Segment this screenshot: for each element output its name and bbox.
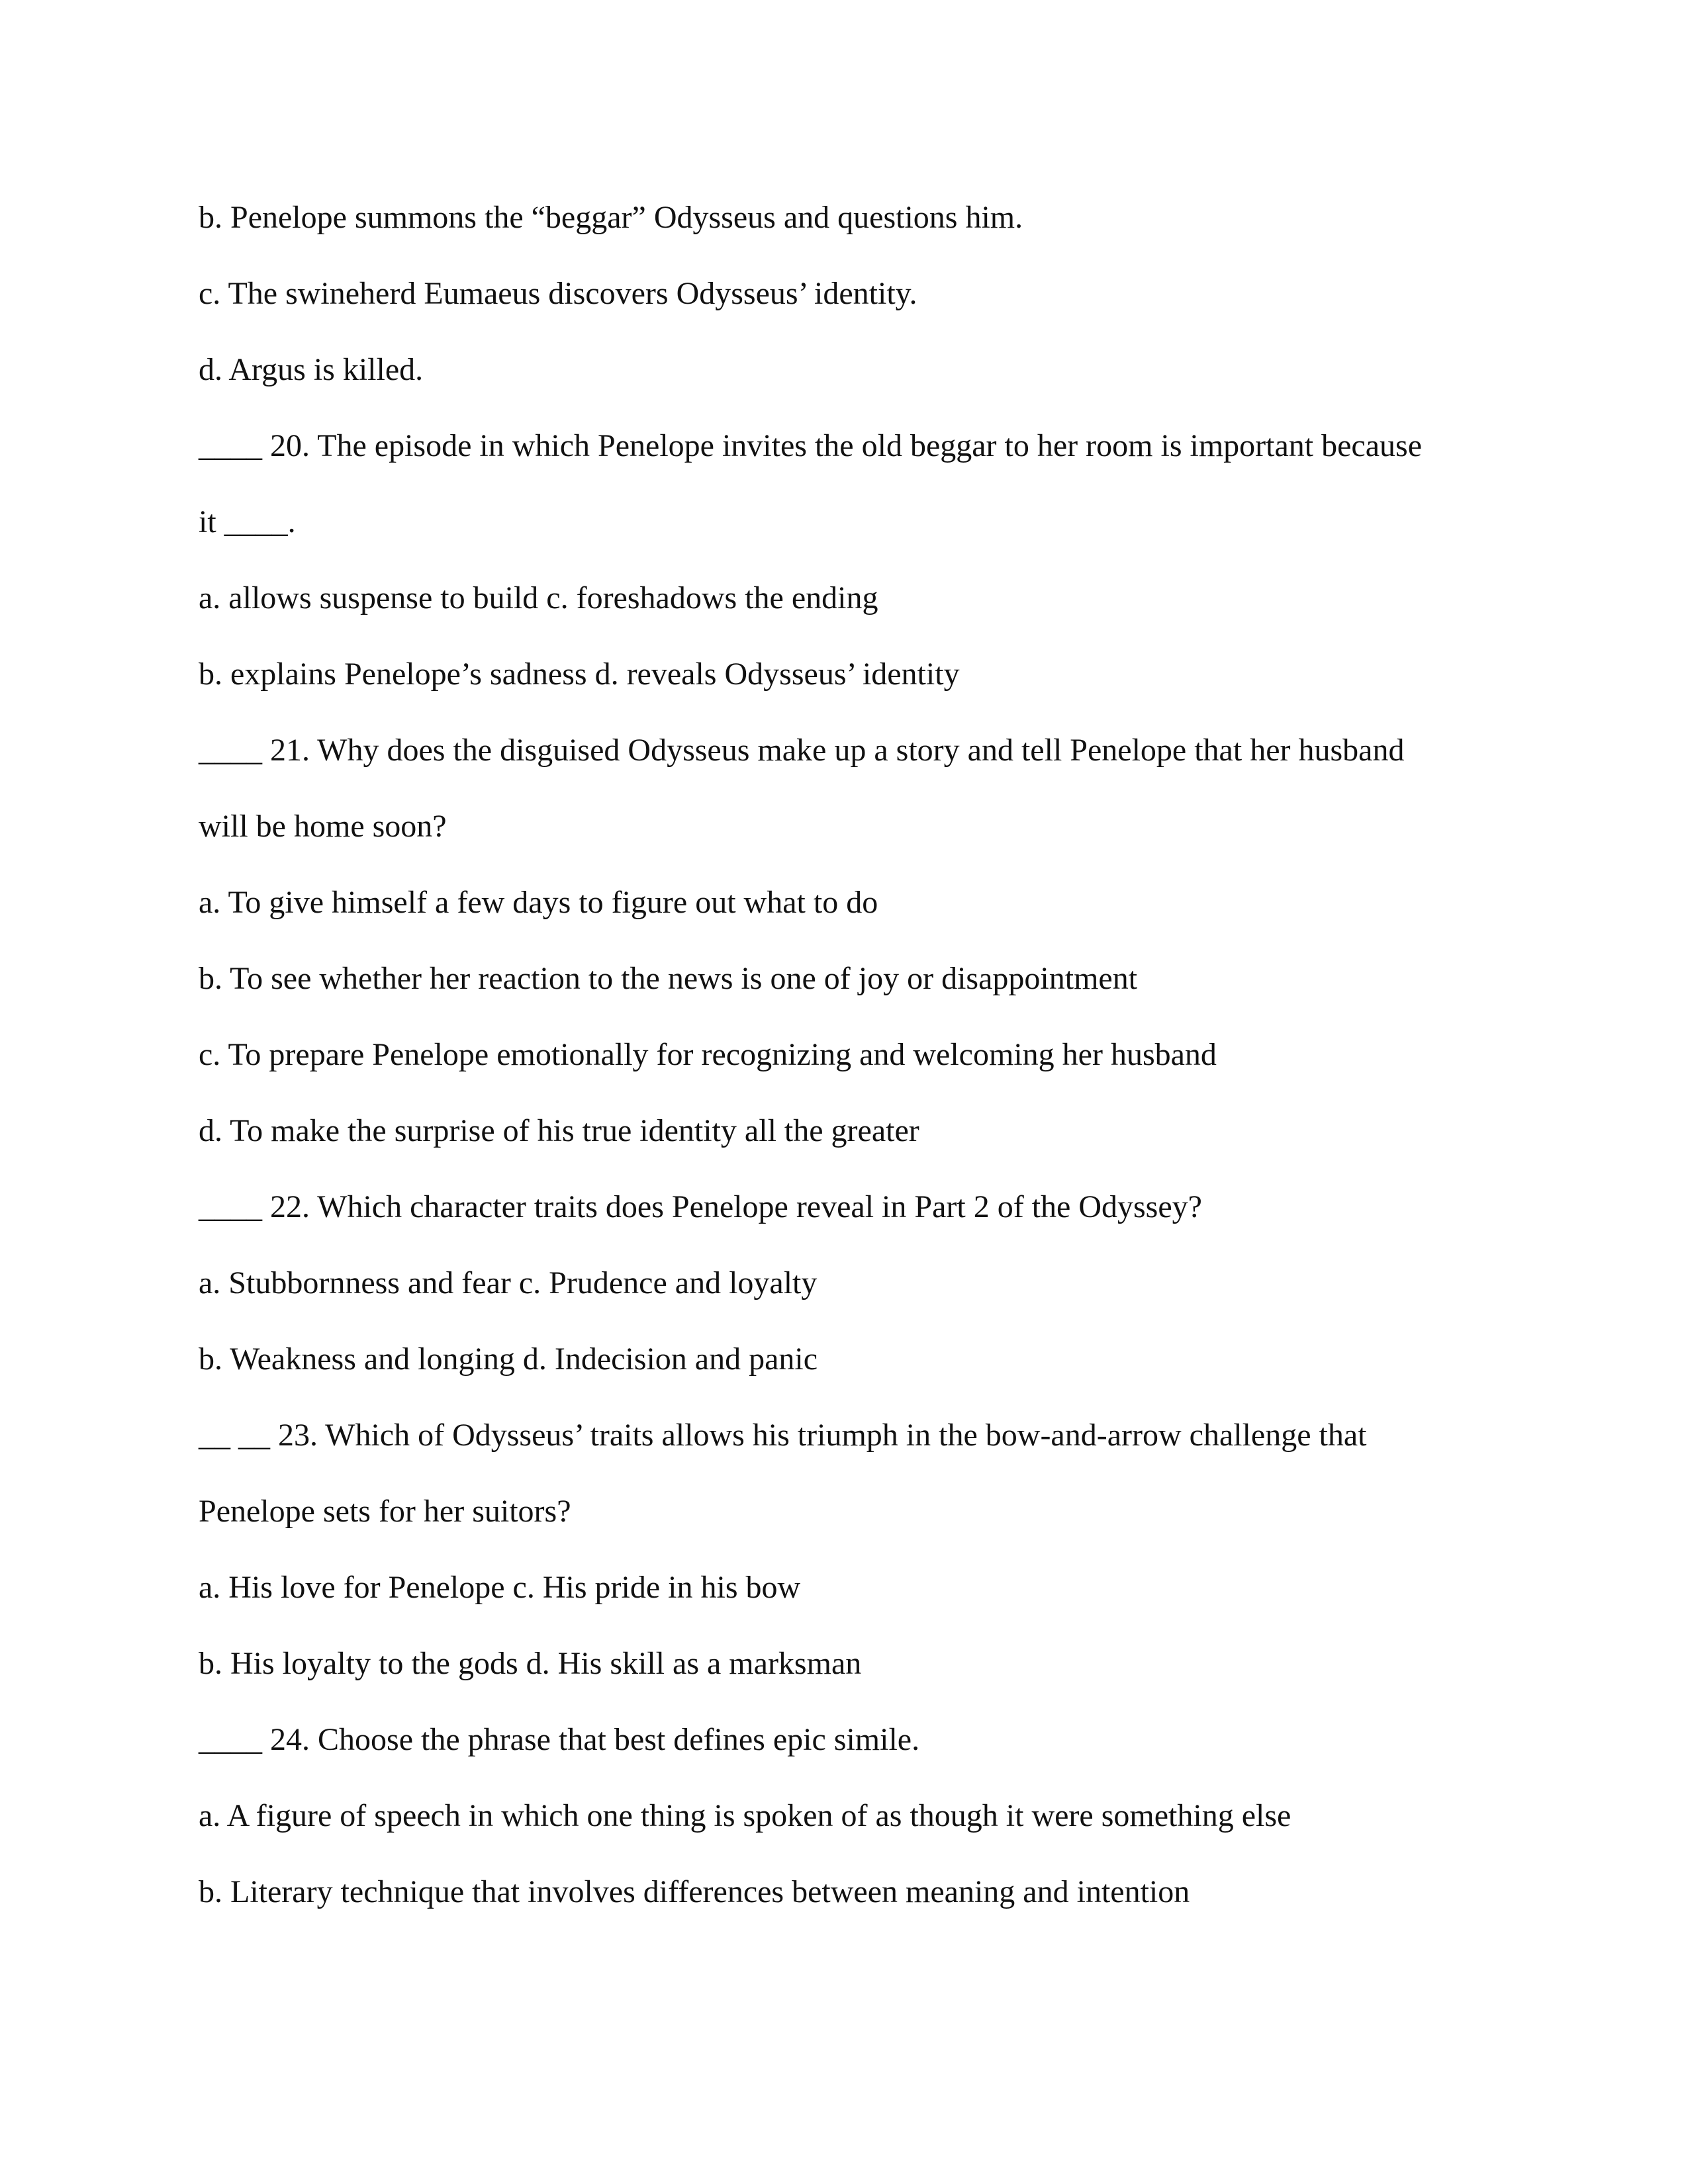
question-21-choice-a: a. To give himself a few days to figure out what to do: [199, 885, 878, 920]
question-21-continued: will be home soon?: [199, 809, 447, 844]
question-22-choices-b-d: b. Weakness and longing d. Indecision and panic: [199, 1342, 818, 1377]
question-20-continued: it ____.: [199, 504, 296, 539]
answer-choice-c: c. The swineherd Eumaeus discovers Odysseus’ identity.: [199, 276, 917, 311]
question-21: ____ 21. Why does the disguised Odysseus make up a story and tell Penelope that her husband: [199, 733, 1405, 768]
question-20: ____ 20. The episode in which Penelope invites the old beggar to her room is important because: [199, 428, 1423, 463]
question-24-choice-b: b. Literary technique that involves differences between meaning and intention: [199, 1874, 1190, 1909]
question-23-choices-a-c: a. His love for Penelope c. His pride in his bow: [199, 1570, 801, 1605]
quiz-text: [199, 195, 1523, 1945]
question-23-continued: Penelope sets for her suitors?: [199, 1494, 571, 1529]
question-21-choice-c: c. To prepare Penelope emotionally for recognizing and welcoming her husband: [199, 1037, 1217, 1072]
question-20-choices-a-c: a. allows suspense to build c. foreshadows the ending: [199, 580, 878, 615]
question-24: ____ 24. Choose the phrase that best defines epic simile.: [199, 1722, 920, 1757]
question-23: __ __ 23. Which of Odysseus’ traits allows his triumph in the bow-and-arrow challenge that: [199, 1418, 1367, 1453]
answer-choice-d: d. Argus is killed.: [199, 352, 424, 387]
question-22-choices-a-c: a. Stubbornness and fear c. Prudence and loyalty: [199, 1265, 818, 1300]
question-21-choice-b: b. To see whether her reaction to the news is one of joy or disappointment: [199, 961, 1138, 996]
question-21-choice-d: d. To make the surprise of his true identity all the greater: [199, 1113, 919, 1148]
question-23-choices-b-d: b. His loyalty to the gods d. His skill as a marksman: [199, 1646, 862, 1681]
answer-choice-b: b. Penelope summons the “beggar” Odysseus and questions him.: [199, 200, 1023, 235]
question-24-choice-a: a. A figure of speech in which one thing is spoken of as though it were something else: [199, 1798, 1291, 1833]
question-20-choices-b-d: b. explains Penelope’s sadness d. reveals Odysseus’ identity: [199, 657, 960, 692]
question-22: ____ 22. Which character traits does Penelope reveal in Part 2 of the Odyssey?: [199, 1189, 1202, 1224]
